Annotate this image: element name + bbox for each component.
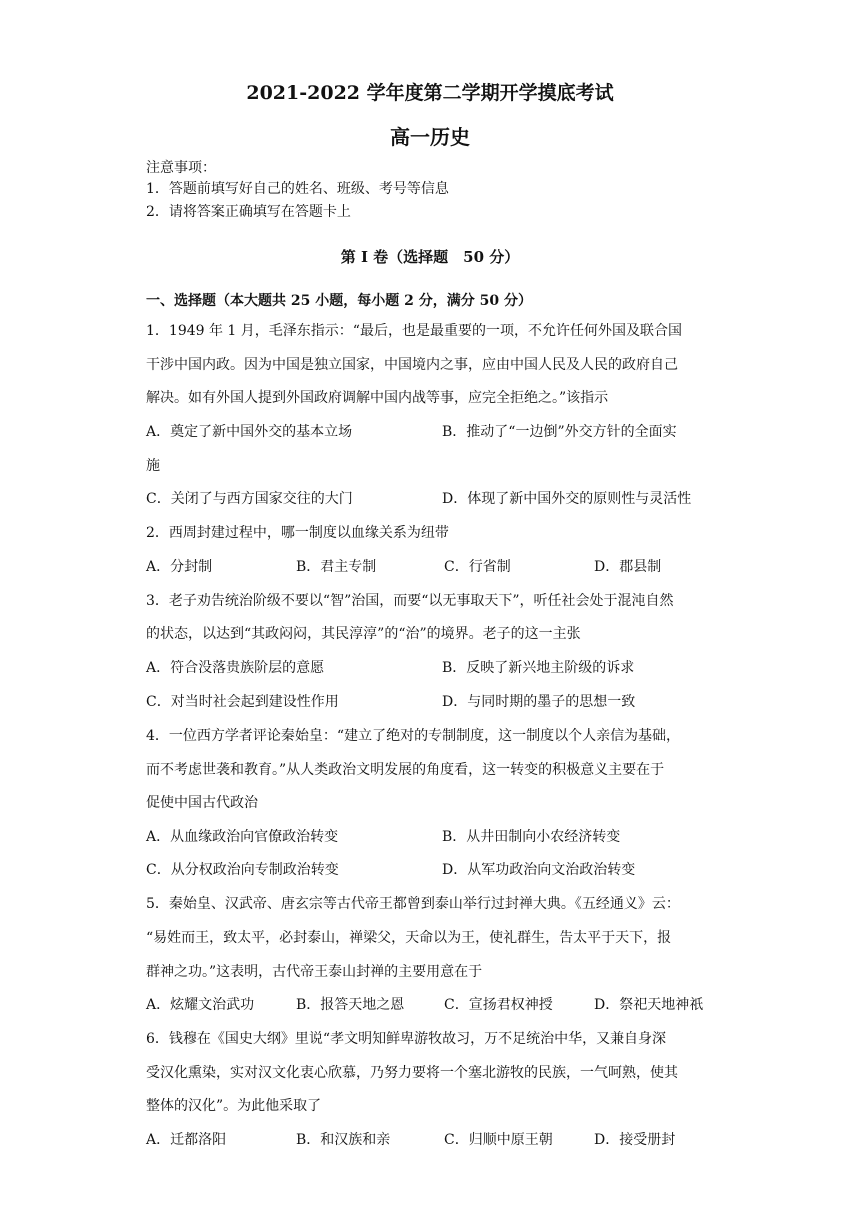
note-item: 1．答题前填写好自己的姓名、班级、考号等信息: [146, 181, 449, 197]
question-2-option-c: C．行省制: [444, 559, 511, 575]
question-6-option-d: D．接受册封: [594, 1132, 676, 1148]
question-6-text: 受汉化熏染，实对汉文化衷心欣慕，乃努力要将一个塞北游牧的民族，一气呵熟，使其: [146, 1065, 678, 1081]
question-4-text: 4．一位西方学者评论秦始皇：“建立了绝对的专制制度，这一制度以个人亲信为基础，: [146, 728, 681, 744]
question-2-option-a: A．分封制: [146, 559, 213, 575]
question-3-option-d: D．与同时期的墨子的思想一致: [442, 694, 636, 710]
question-5-text: “易姓而王，致太平，必封泰山，禅梁父，天命以为王，使礼群生，告太平于天下，报: [146, 930, 672, 946]
question-3-text: 3．老子劝告统治阶级不要以“智”治国，而要“以无事取天下”，听任社会处于混沌自然: [146, 593, 674, 609]
question-2-option-b: B．君主专制: [296, 559, 377, 575]
question-1-option-c: C．关闭了与西方国家交往的大门: [146, 491, 353, 507]
question-4-text: 而不考虑世袭和教育。”从人类政治文明发展的角度看，这一转变的积极意义主要在于: [146, 762, 665, 778]
section-title: 第 I 卷（选择题 50 分）: [340, 248, 520, 266]
question-5-text: 5．秦始皇、汉武帝、唐玄宗等古代帝王都曾到泰山举行过封禅大典。《五经通义》云：: [146, 896, 680, 912]
exam-subject: 高一历史: [390, 125, 470, 149]
question-5-option-a: A．炫耀文治武功: [146, 997, 255, 1013]
question-5-option-b: B．报答天地之恩: [296, 997, 405, 1013]
question-4-option-c: C．从分权政治向专制政治转变: [146, 862, 339, 878]
question-6-option-a: A．迁都洛阳: [146, 1132, 227, 1148]
question-1-option-d: D．体现了新中国外交的原则性与灵活性: [442, 491, 692, 507]
question-6-option-b: B．和汉族和亲: [296, 1132, 391, 1148]
question-2-text: 2．西周封建过程中，哪一制度以血缘关系为纽带: [146, 525, 449, 541]
question-1-option-b: B．推动了“一边倒”外交方针的全面实: [442, 424, 677, 440]
question-1-option-b-cont: 施: [146, 458, 160, 474]
notes-heading: 注意事项：: [146, 160, 216, 176]
question-1-text: 干涉中国内政。因为中国是独立国家，中国境内之事，应由中国人民及人民的政府自己: [146, 357, 678, 373]
question-6-option-c: C．归顺中原王朝: [444, 1132, 553, 1148]
question-4-option-d: D．从军功政治向文治政治转变: [442, 862, 636, 878]
question-3-option-b: B．反映了新兴地主阶级的诉求: [442, 660, 635, 676]
question-4-option-b: B．从井田制向小农经济转变: [442, 829, 621, 845]
question-3-option-a: A．符合没落贵族阶层的意愿: [146, 660, 325, 676]
question-5-option-d: D．祭祀天地神祇: [594, 997, 704, 1013]
question-1-text: 1．1949 年 1 月，毛泽东指示：“最后，也是最重要的一项，不允许任何外国及联合国: [146, 323, 682, 339]
exam-title: 2021-2022 学年度第二学期开学摸底考试: [246, 82, 614, 104]
question-6-text: 6．钱穆在《国史大纲》里说“孝文明知鲜卑游牧故习，万不足统治中华，又兼自身深: [146, 1031, 667, 1047]
question-4-option-a: A．从血缘政治向官僚政治转变: [146, 829, 339, 845]
question-5-text: 群神之功。”这表明，古代帝王泰山封禅的主要用意在于: [146, 964, 483, 980]
question-5-option-c: C．宣扬君权神授: [444, 997, 553, 1013]
question-1-option-a: A．奠定了新中国外交的基本立场: [146, 424, 353, 440]
question-3-text: 的状态，以达到“其政闷闷，其民淳淳”的“治”的境界。老子的这一主张: [146, 626, 581, 642]
question-4-text: 促使中国古代政治: [146, 795, 258, 811]
question-3-option-c: C．对当时社会起到建设性作用: [146, 694, 339, 710]
note-item: 2．请将答案正确填写在答题卡上: [146, 204, 351, 220]
question-1-text: 解决。如有外国人提到外国政府调解中国内战等事，应完全拒绝之。”该指示: [146, 390, 609, 406]
question-6-text: 整体的汉化”。为此他采取了: [146, 1098, 322, 1114]
question-2-option-d: D．郡县制: [594, 559, 662, 575]
part-heading: 一、选择题（本大题共 25 小题，每小题 2 分，满分 50 分）: [146, 293, 532, 309]
